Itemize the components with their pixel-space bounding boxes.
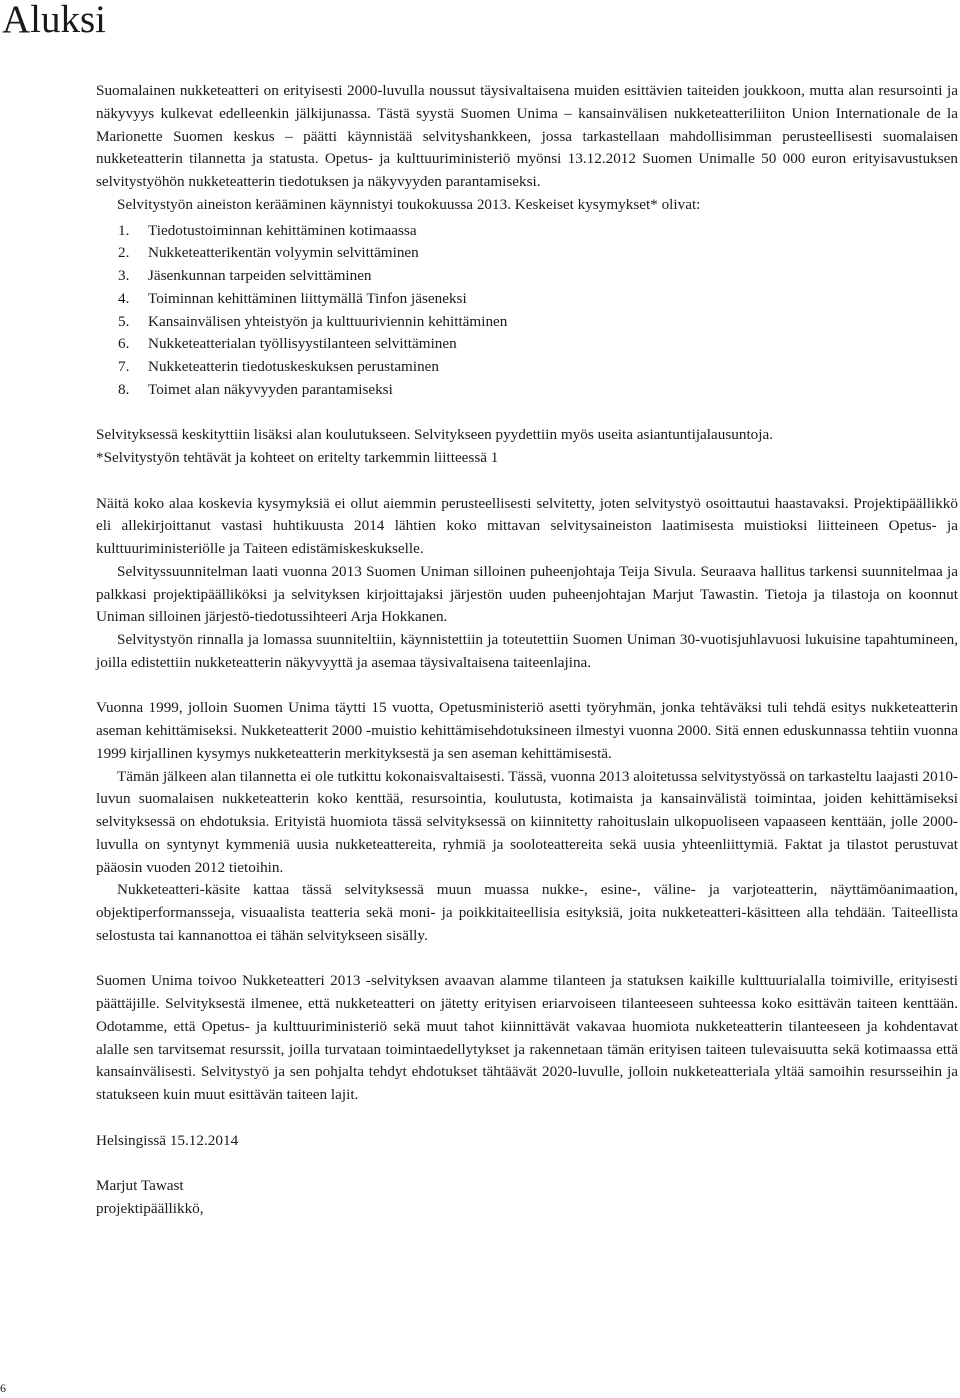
list-number: 8.	[118, 380, 130, 398]
list-item	[96, 220, 958, 243]
list-item	[96, 356, 958, 379]
list-text: Tiedotustoiminnan kehittäminen kotimaassa	[148, 221, 417, 239]
list-text: Nukketeatterialan työllisyystilanteen selvittäminen	[148, 335, 457, 353]
intro-paragraph: Suomalainen nukketeatteri on erityisesti 2000-luvulla noussut täysivaltaisena muiden esittävien taiteiden joukkoon, mutta alan resursointi ja näkyvyys kulkevat edelleenkin jälkijunassa. Tästä syystä Suomen Unima – kansainvälisen nukketeatteriliiton Union Internationale de la Marionette Suomen keskus – päätti käynnistää selvityshankkeen, jossa tarkastellaan mahdollisimman perusteellisesti suomalaisen nukketeatterin tilannetta ja statusta. Opetus- ja kulttuuriministeriö myönsi 13.12.2012 Suomen Unimalle 50 000 euron erityisavustuksen selvitystyöhön nukketeatterin tiedotuksen ja näkyvyyden parantamiseksi.	[96, 82, 958, 190]
body-paragraph: Suomen Unima toivoo Nukketeatteri 2013 -selvityksen avaavan alamme tilanteen ja statuksen kaikille kulttuurialalla toimiville, erityisesti päättäjille. Selvityksestä ilmenee, että nukketeatteri on jätetty erityisen eriarvoiseen tilanteeseen suhteessa koko esittävän taiteen kenttään. Odotamme, että Opetus- ja kulttuuriministeriö sekä muut tahot kiinnittävät vakavaa huomiota nukketeatterin tilanteeseen ja kohdentavat alalle sen tarvitsemat resurssit, joilla turvataan toimintaedellytykset ja rakennetaan tämän erityisen taiteen tulevaisuutta sekä kotimaassa että kansainvälisesti. Selvitystyö ja sen pohjalta tehdyt ehdotukset tähtäävät 2020-luvulle, jolloin nukketeatteriala yltää samoihin resursseihin ja statukseen kuin muut esittävän taiteen lajit.	[96, 972, 958, 1103]
body-paragraph: Selvitystyön rinnalla ja lomassa suunniteltiin, käynnistettiin ja toteutettiin Suomen Uniman 30-vuotisjuhlavuosi lukuisine tapahtumineen, joilla edistettiin nukketeatterin näkyvyyttä ja asemaa täysivaltaisena taiteenlajina.	[96, 631, 958, 671]
list-number: 3.	[118, 267, 130, 284]
page-number: 6	[0, 1381, 6, 1395]
page-title: Aluksi	[2, 0, 107, 41]
key-questions-list	[96, 220, 958, 402]
body-paragraph: Selvityksessä keskityttiin lisäksi alan koulutukseen. Selvitykseen pyydettiin myös useita asiantuntijalausuntoja.	[96, 426, 774, 444]
list-text: Jäsenkunnan tarpeiden selvittäminen	[148, 267, 372, 284]
list-item	[96, 242, 958, 265]
list-number: 4.	[118, 289, 130, 307]
footnote-paragraph: *Selvitystyön tehtävät ja kohteet on eritelty tarkemmin liitteessä 1	[96, 449, 499, 466]
body-paragraph: Nukketeatteri-käsite kattaa tässä selvityksessä muun muassa nukke-, esine-, väline- ja varjoteatterin, näyttämöanimaation, objektiperformansseja, visuaalista teatteria sekä moni- ja poikkitaiteellisia esityksiä, joita nukketeatteri-käsitteen alla tehdään. Taiteellista selostusta tai kannanottoa ei tähän selvitykseen sisälly.	[96, 881, 958, 944]
signature-name: Marjut Tawast	[96, 1177, 184, 1194]
body-paragraph: Vuonna 1999, jolloin Suomen Unima täytti 15 vuotta, Opetusministeriö asetti työryhmän, jonka tehtäväksi tuli tehdä esitys nukketeatterin aseman kehittämiseksi. Nukketeatterit 2000 -muistio kehittämisehdotuksineen ilmestyi vuonna 2000. Sitä ennen eduskunnassa tehtiin vuonna 1999 kirjallinen kysymys nukketeatterin merkityksestä ja sen aseman kehittämisestä.	[96, 699, 958, 762]
list-text: Kansainvälisen yhteistyön ja kulttuuriviennin kehittäminen	[148, 312, 508, 330]
document-body	[96, 80, 958, 1221]
list-text: Toimet alan näkyvyyden parantamiseksi	[148, 380, 393, 398]
list-text: Toiminnan kehittäminen liittymällä Tinfon jäseneksi	[148, 289, 467, 307]
body-paragraph: Näitä koko alaa koskevia kysymyksiä ei ollut aiemmin perusteellisesti selvitetty, joten selvitystyö osoittautui haastavaksi. Projektipäällikkö eli allekirjoittanut vastasi huhtikuusta 2014 lähtien koko mittavan selvitysaineiston laatimisesta muistioksi liitteineen Opetus- ja kulttuuriministeriölle ja Taiteen edistämiskeskukselle.	[96, 494, 958, 557]
list-item	[96, 379, 958, 402]
list-item	[96, 311, 958, 334]
list-number: 2.	[118, 244, 130, 262]
intro-paragraph: Selvitystyön aineiston kerääminen käynnistyi toukokuussa 2013. Keskeiset kysymykset* olivat:	[117, 195, 701, 213]
signature-place-date: Helsingissä 15.12.2014	[96, 1131, 239, 1149]
list-number: 7.	[118, 358, 130, 375]
list-text: Nukketeatterikentän volyymin selvittäminen	[148, 244, 419, 262]
list-number: 6.	[118, 335, 130, 353]
body-paragraph: Selvityssuunnitelman laati vuonna 2013 Suomen Uniman silloinen puheenjohtaja Teija Sivula. Seuraava hallitus tarkensi suunnitelmaa ja palkkasi projektipäälliköksi ja selvityksen kirjoittajaksi järjestön uuden puheenjohtajan Marjut Tawastin. Tietoja ja tilastoja on koonnut Uniman silloinen järjestö-tiedotussihteeri Arja Hokkanen.	[96, 562, 958, 626]
list-text: Nukketeatterin tiedotuskeskuksen perustaminen	[148, 358, 440, 375]
signature-role: projektipäällikkö,	[96, 1199, 204, 1217]
list-item	[96, 333, 958, 356]
list-item	[96, 265, 958, 288]
list-number: 1.	[118, 221, 130, 239]
list-number: 5.	[118, 312, 130, 330]
list-item	[96, 288, 958, 311]
body-paragraph: Tämän jälkeen alan tilannetta ei ole tutkittu kokonaisvaltaisesti. Tässä, vuonna 2013 aloitetussa selvitystyössä on tarkasteltu laajasti 2010-luvun suomalaisen nukketeatterin koko kenttää, resursointia, koulutusta, kotimaista ja kansainvälistä toimintaa, joiden kehittämiseksi selvityksessä on ehdotuksia. Erityistä huomiota tässä selvityksessä on kiinnitetty rahoituslain ulkopuoliseen vapaaseen kenttään, jolle 2000-luvulla on syntynyt kymmeniä uusia nukketeattereita, ryhmiä ja sooloteattereita sekä uusia yhteenliittymiä. Faktat ja tilastot perustuvat pääosin vuoden 2012 tietoihin.	[96, 767, 958, 876]
